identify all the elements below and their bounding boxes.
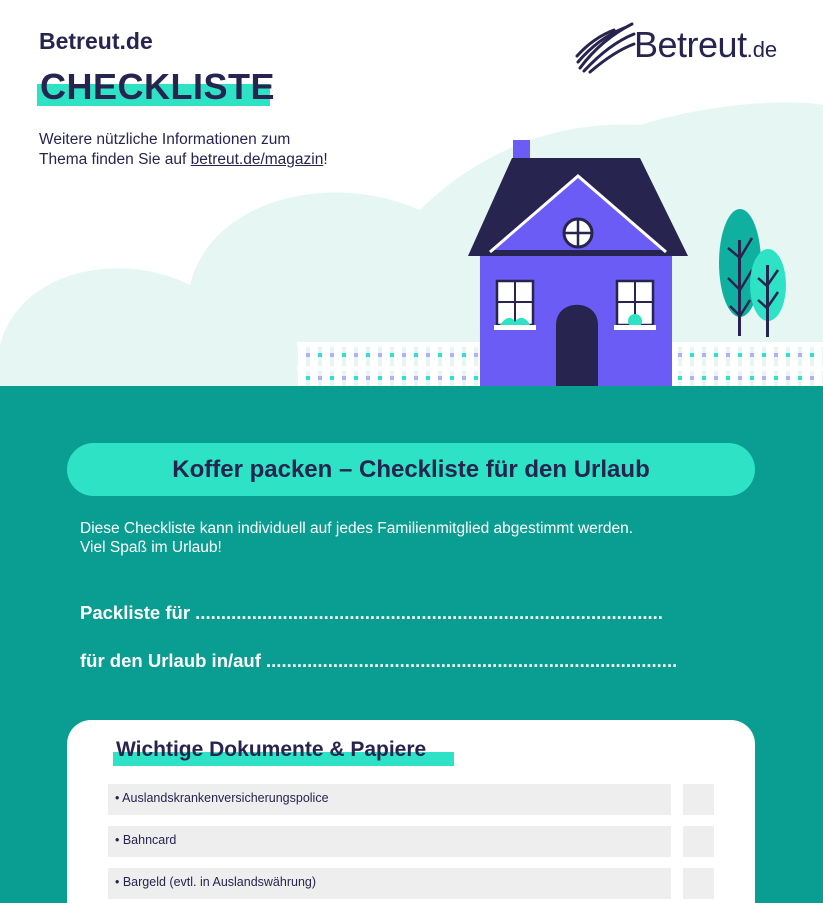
list-item: • Bargeld (evtl. in Auslandswährung) [108,868,671,899]
checkbox[interactable] [683,868,714,899]
right-window [614,281,656,330]
packliste-label: Packliste für [80,602,196,623]
banner-title: Koffer packen – Checkliste für den Urlaub [172,455,650,483]
title-block [37,66,275,108]
feather-stripes-icon [574,18,636,74]
urlaub-field[interactable] [80,650,677,672]
section-banner [67,443,755,496]
door [556,305,598,388]
intro-text [80,519,633,557]
intro-line-2: Viel Spaß im Urlaub! [80,539,222,556]
urlaub-dots: ................................................................................ [266,650,678,671]
page-title: CHECKLISTE [40,66,276,107]
logo [574,18,800,74]
checkbox[interactable] [683,826,714,857]
magazine-link[interactable]: betreut.de/magazin [190,151,324,168]
right-fence [668,342,823,386]
urlaub-label: für den Urlaub in/auf [80,650,267,671]
info-line-2: Thema finden Sie auf betreut.de/magazin! [39,151,328,168]
left-window [494,281,536,330]
checkbox[interactable] [683,784,714,815]
packliste-dots: ........................................................................................... [195,602,663,623]
card-title: Wichtige Dokumente & Papiere [116,738,427,761]
left-fence [297,342,486,386]
packliste-field[interactable] [80,602,663,624]
house-with-trees-and-fence-illustration [0,130,823,390]
list-item: • Auslandskrankenversicherungspolice [108,784,671,815]
logo-wordmark: Betreut.de [634,24,778,65]
trees [719,209,786,337]
list-item: • Bahncard [108,826,671,857]
intro-line-1: Diese Checkliste kann individuell auf jedes Familienmitglied abgestimmt werden. [80,520,634,537]
brand-name: Betreut.de [39,28,153,54]
info-line-1: Weitere nützliche Informationen zum [39,131,291,148]
card-title-block [113,738,426,762]
